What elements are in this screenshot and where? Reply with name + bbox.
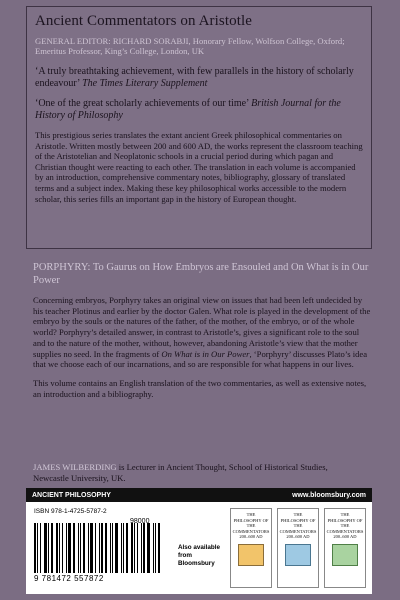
thumb-title: THE PHILOSOPHY OF THE COMMENTATORS — [326, 512, 364, 534]
category-label: ANCIENT PHILOSOPHY — [32, 491, 111, 499]
thumb-title: THE PHILOSOPHY OF THE COMMENTATORS — [279, 512, 317, 534]
quote-text: ‘A truly breathtaking achievement, with few parallels in the history of scholarly endeavour’ — [35, 66, 354, 89]
barcode-bar — [66, 523, 67, 573]
barcode-bar — [143, 523, 145, 573]
description-paragraph: This volume contains an English translation of the two commentaries, as well as extensive notes, an introduction and a bibliography. — [33, 377, 367, 399]
barcode-bar — [105, 523, 107, 573]
author-name: JAMES WILBERDING — [33, 462, 117, 472]
thumb-image — [285, 544, 311, 566]
barcode-bar — [44, 523, 47, 573]
barcode-bar — [131, 523, 133, 573]
barcode-bar — [147, 523, 150, 573]
barcode-area — [34, 508, 174, 588]
barcode-bar — [137, 523, 138, 573]
series-box — [26, 6, 372, 249]
series-description: This prestigious series translates the extant ancient Greek philosophical commentaries on Aristotle. Written mostly between 200 and 600 AD, the works represent the classroom teaching of the Aristotelian and Neoplatonic schools in a crucial period during which pagan and Christian thought were reacting to each other. The translation in each volume is accompanied by an introduction, comprehensive commentary notes, bibliography, glossary of translated terms and a subject index. Making these key philosophical works accessible to the modern scholar, this series fills an important gap in the history of European thought. — [35, 130, 363, 204]
quote-1 — [35, 66, 363, 90]
general-editor: GENERAL EDITOR: RICHARD SORABJI, Honorary Fellow, Wolfson College, Oxford; Emeritus Professor, King’s College, London, UK — [35, 36, 345, 56]
thumb-title: THE PHILOSOPHY OF THE COMMENTATORS — [232, 512, 270, 534]
italic-title: On What is in Our Power — [161, 348, 250, 359]
thumb-dates: 200–600 AD — [286, 534, 310, 539]
barcode-bar — [62, 523, 63, 573]
barcode-bar — [95, 523, 96, 573]
quote-source: The Times Literary Supplement — [82, 78, 208, 89]
quote-2 — [35, 98, 363, 122]
thumb-image — [238, 544, 264, 566]
barcode-bar — [83, 523, 85, 573]
barcode-bar — [141, 523, 142, 573]
series-thumbnail-1 — [230, 508, 272, 588]
barcode-bar — [90, 523, 93, 573]
barcode-bar — [37, 523, 38, 573]
thumb-image — [332, 544, 358, 566]
author-bio-text: is Lecturer in Ancient Thought, School of Historical Studies, Newcastle University, UK. — [33, 462, 328, 483]
barcode-bar — [78, 523, 79, 573]
barcode-bar — [51, 523, 53, 573]
quote-text: ‘One of the great scholarly achievements of our time’ — [35, 98, 249, 109]
author-bio — [33, 462, 333, 483]
barcode-bar — [59, 523, 60, 573]
barcode-bar — [80, 523, 81, 573]
barcode-bar — [40, 523, 41, 573]
thumb-dates: 200–600 AD — [239, 534, 263, 539]
barcode-bar — [123, 523, 124, 573]
footer-bar — [26, 488, 372, 502]
barcode — [34, 517, 174, 573]
series-thumbnail-2 — [277, 508, 319, 588]
barcode-bar — [153, 523, 154, 573]
barcode-bar — [34, 523, 36, 573]
barcode-bar — [73, 523, 75, 573]
barcode-bar — [88, 523, 89, 573]
barcode-bar — [101, 523, 103, 573]
barcode-bar — [68, 523, 71, 573]
barcode-bar — [48, 523, 49, 573]
text-span: Concerning embryos, Porphyry takes an original view on issues that had been left undecided by his teacher Plotinus and earlier by the doctor Galen. What role is played in the development of the embryo by the souls or the natures of the father, of the mother, of the embryo, or of the whole world? Porphyry’s detailed answer, in contrast to Aristotle’s, gives a significant role to the soul and to the nature of the mother, without, however, abandoning Aristotle’s view that the mother supplies no seed. In the fragments of — [33, 295, 371, 359]
barcode-bar — [121, 523, 122, 573]
isbn-text: ISBN 978-1-4725-5787-2 — [34, 508, 107, 515]
series-thumbnail-3 — [324, 508, 366, 588]
description-paragraph — [33, 295, 371, 370]
also-available: Also available from Bloomsbury — [178, 544, 220, 567]
thumb-dates: 200–600 AD — [333, 534, 357, 539]
barcode-bar — [115, 523, 118, 573]
barcode-bar — [56, 523, 58, 573]
barcode-number: 9 781472 557872 — [34, 574, 104, 583]
barcode-bar — [126, 523, 128, 573]
barcode-bar — [134, 523, 135, 573]
barcode-bar — [112, 523, 113, 573]
text-span: , ‘Porphyry’ discusses Plato’s idea that we choose each of our incarnations, and so are responsible for what happens in our lives. — [33, 348, 368, 370]
quote-source: British Journal for the History of Philosophy — [35, 98, 341, 121]
series-title: Ancient Commentators on Aristotle — [35, 13, 253, 29]
price-code: 98000 — [130, 518, 150, 525]
book-title: PORPHYRY: To Gaurus on How Embryos are Ensouled and On What is in Our Power — [33, 262, 369, 286]
barcode-bar — [158, 523, 160, 573]
barcode-bar — [99, 523, 100, 573]
website-link[interactable]: www.bloomsbury.com — [292, 491, 366, 499]
footer-panel — [26, 488, 372, 594]
barcode-bar — [110, 523, 111, 573]
barcode-bar — [155, 523, 156, 573]
book-description — [33, 295, 371, 407]
